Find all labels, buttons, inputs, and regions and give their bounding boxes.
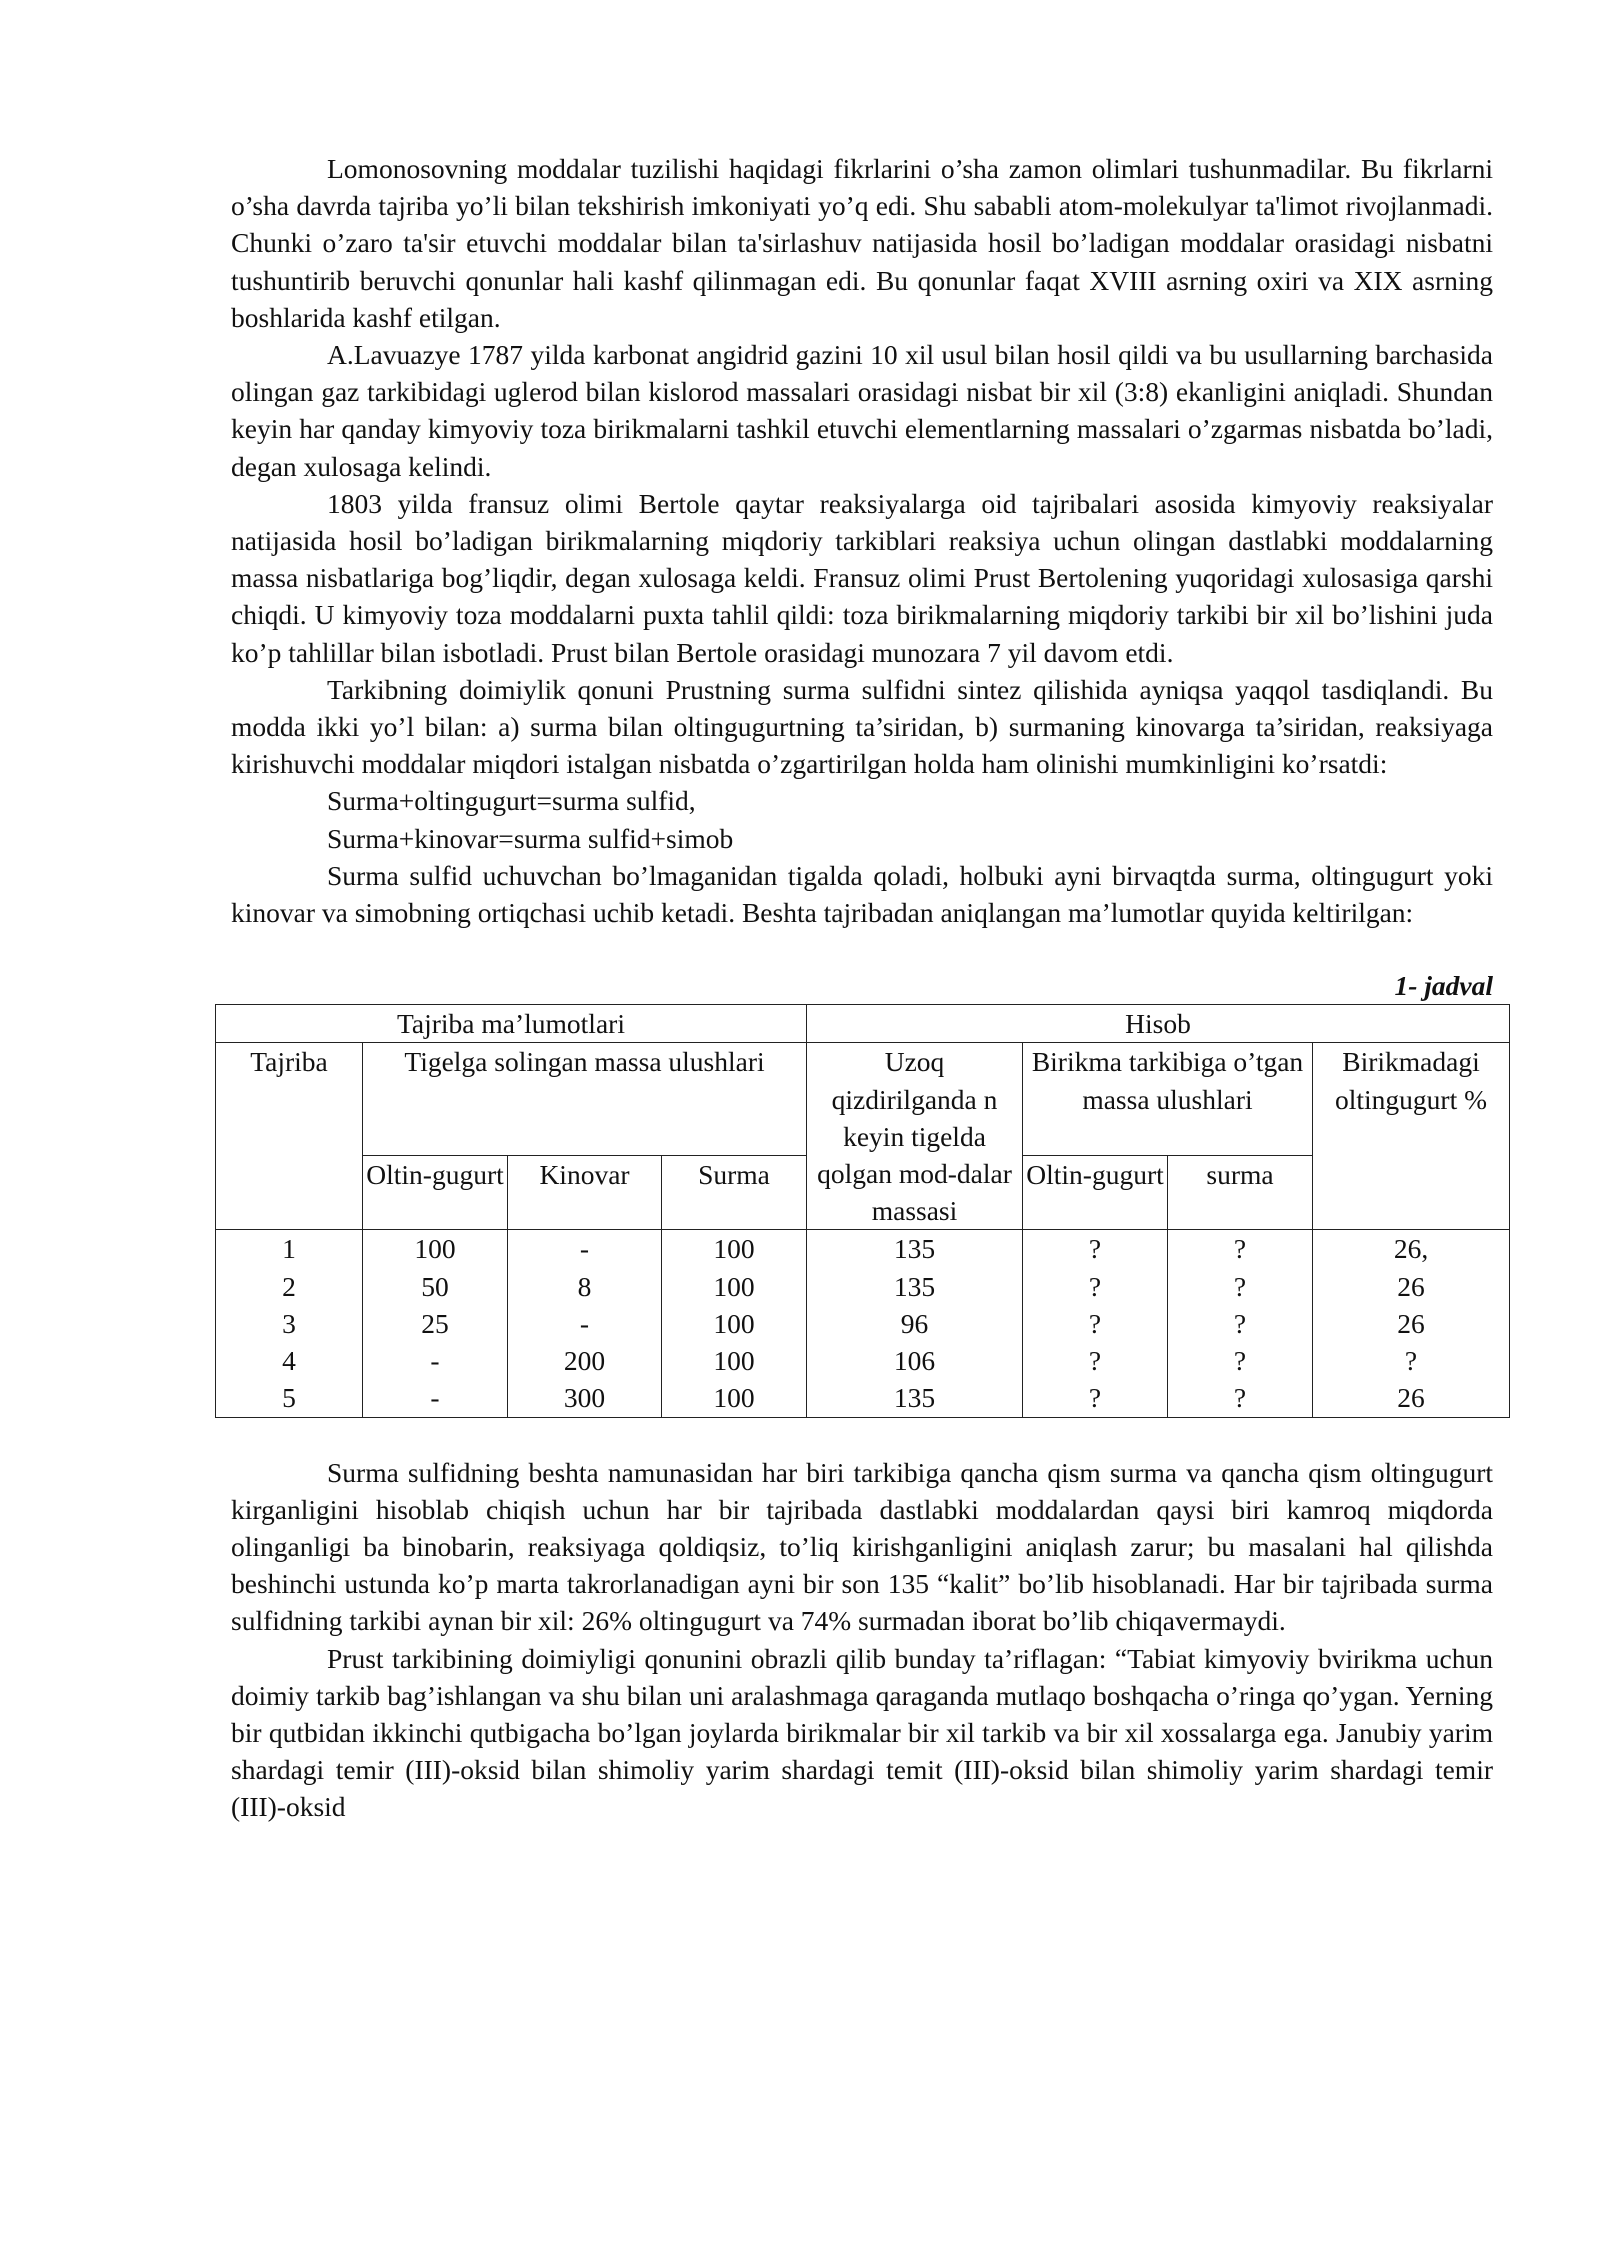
cell-sulfur: - [363,1342,508,1379]
equation-2: Surma+kinovar=surma sulfid+simob [327,822,734,854]
table-body [216,1230,1510,1417]
cell-composition-antimony: ? [1168,1230,1313,1268]
header-antimony: Surma [662,1156,807,1230]
cell-sulfur-percent: 26 [1313,1268,1510,1305]
cell-cinnabar: 8 [508,1268,662,1305]
cell-cinnabar: - [508,1230,662,1268]
cell-sulfur: 100 [363,1230,508,1268]
table-row [216,1268,1510,1305]
cell-composition-sulfur: ? [1023,1305,1168,1342]
paragraph-after-table: Surma sulfidning beshta namunasidan har biri tarkibiga qancha qism surma va qancha qism oltingugurt kirganligini hisoblab chiqish uchun har bir tajribada dastlabki moddalardan qaysi biri kamroq miqdorda olinganligi ba binobarin, reaksiyaga qoldiqsiz, to’liq kirishganligini aniqlash zarur; bu masalani hal qilishda beshinchi ustunda ko’p marta takrorlanadigan ayni bir son 135 “kalit” bo’lib hisoblanadi. Har bir tajribada surma sulfidning tarkibi aynan bir xil: 26% oltingugurt va 74% surmadan iborat bo’lib chiqavermaydi. [231,1456,1493,1637]
cell-experiment: 3 [216,1305,363,1342]
paragraph-prust-quote: Prust tarkibining doimiyligi qonunini obrazli qilib bunday ta’riflagan: “Tabiat kimyoviy bvirikma uchun doimiy tarkib bag’ishlangan va shu bilan uni aralashmaga qaraganda mutlaqo boshqacha o’ringa qo’ygan. Yerning bir qutbidan ikkinchi qutbigacha bo’lgan joylarda birikmalar bir xil tarkib va bir xil xossalarga ega. Janubiy yarim shardagi temir (III)-oksid bilan shimoliy yarim shardagi temit (III)-oksid bilan shimoliy yarim shardagi temir (III)-oksid [231,1642,1493,1823]
cell-sulfur: - [363,1379,508,1417]
cell-remaining-mass: 135 [807,1379,1023,1417]
header-composition-antimony: surma [1168,1156,1313,1230]
table-header-row-2 [216,1043,1510,1156]
header-calculation: Hisob [807,1005,1510,1043]
paragraph-before-table: Surma sulfid uchuvchan bo’lmaganidan tigalda qoladi, holbuki ayni birvaqtda surma, oltingugurt yoki kinovar va simobning ortiqchasi uchib ketadi. Beshta tajribadan aniqlangan ma’lumotlar quyida keltirilgan: [231,859,1493,929]
cell-antimony: 100 [662,1268,807,1305]
cell-composition-sulfur: ? [1023,1268,1168,1305]
cell-experiment: 5 [216,1379,363,1417]
table-caption: 1- jadval [1394,970,1493,1002]
header-experiment-number: Tajriba [216,1043,363,1230]
table-row [216,1305,1510,1342]
cell-sulfur-percent: 26, [1313,1230,1510,1268]
cell-cinnabar: 300 [508,1379,662,1417]
cell-remaining-mass: 96 [807,1305,1023,1342]
header-cinnabar: Kinovar [508,1156,662,1230]
paragraph-bertole: 1803 yilda fransuz olimi Bertole qaytar reaksiyalarga oid tajribalari asosida kimyoviy reaksiyalar natijasida hosil bo’ladigan birikmalarning miqdoriy tarkiblari reaksiya uchun olingan dastlabki moddalarning massa nisbatlariga bog’liqdir, degan xulosaga keldi. Fransuz olimi Prust Bertolening yuqoridagi xulosasiga qarshi chiqdi. U kimyoviy toza moddalarni puxta tahlil qildi: toza birikmalarning miqdoriy tarkibi bir xil bo’lishini juda ko’p tahlillar bilan isbotladi. Prust bilan Bertole orasidagi munozara 7 yil davom etdi. [231,487,1493,668]
cell-composition-antimony: ? [1168,1379,1313,1417]
cell-sulfur-percent: 26 [1313,1305,1510,1342]
table-row [216,1230,1510,1268]
cell-antimony: 100 [662,1379,807,1417]
cell-antimony: 100 [662,1342,807,1379]
header-crucible-masses: Tigelga solingan massa ulushlari [363,1043,807,1156]
cell-cinnabar: - [508,1305,662,1342]
document-body [231,150,1493,1826]
cell-cinnabar: 200 [508,1342,662,1379]
paragraph-lavuazye: A.Lavuazye 1787 yilda karbonat angidrid gazini 10 xil usul bilan hosil qildi va bu usullarning barchasida olingan gaz tarkibidagi uglerod bilan kislorod massalari orasidagi nisbat bir xil (3:8) ekanligini aniqladi. Shundan keyin har qanday kimyoviy toza birikmalarni tashkil etuvchi elementlarning massalari o’zgarmas nisbatda bo’ladi, degan xulosaga kelindi. [231,339,1493,482]
cell-composition-antimony: ? [1168,1268,1313,1305]
cell-composition-sulfur: ? [1023,1379,1168,1417]
header-experiment-data: Tajriba ma’lumotlari [216,1005,807,1043]
header-compound-composition: Birikma tarkibiga o’tgan massa ulushlari [1023,1043,1313,1156]
header-sulfur-percent: Birikmadagi oltingugurt % [1313,1043,1510,1230]
experiment-table [215,1004,1510,1417]
paragraph-lomonosov: Lomonosovning moddalar tuzilishi haqidagi fikrlarini o’sha zamon olimlari tushunmadilar. Bu fikrlarni o’sha davrda tajriba yo’li bilan tekshirish imkoniyati yo’q edi. Shu sababli atom-molekulyar ta'limot rivojlanmadi. Chunki o’zaro ta'sir etuvchi moddalar bilan ta'sirlashuv natijasida hosil bo’ladigan moddalar orasidagi nisbatni tushuntirib beruvchi qonunlar hali kashf qilinmagan edi. Bu qonunlar faqat XVIII asrning oxiri va XIX asrning boshlarida kashf etilgan. [231,153,1493,333]
paragraph-prust-synthesis: Tarkibning doimiylik qonuni Prustning surma sulfidni sintez qilishida ayniqsa yaqqol tasdiqlandi. Bu modda ikki yo’l bilan: a) surma bilan oltingugurtning ta’siridan, b) surmaning kinovarga ta’siridan, reaksiyaga kirishuvchi moddalar miqdori istalgan nisbatda o’zgartirilgan holda ham olinishi mumkinligini ko’rsatdi: [231,673,1493,780]
cell-composition-antimony: ? [1168,1342,1313,1379]
cell-composition-antimony: ? [1168,1305,1313,1342]
header-sulfur: Oltin-gugurt [363,1156,508,1230]
cell-sulfur-percent: ? [1313,1342,1510,1379]
cell-sulfur: 50 [363,1268,508,1305]
cell-composition-sulfur: ? [1023,1230,1168,1268]
cell-remaining-mass: 135 [807,1268,1023,1305]
cell-antimony: 100 [662,1305,807,1342]
header-remaining-mass: Uzoq qizdirilganda n keyin tigelda qolgan mod-dalar massasi [807,1043,1023,1230]
table-row [216,1379,1510,1417]
cell-composition-sulfur: ? [1023,1342,1168,1379]
cell-remaining-mass: 135 [807,1230,1023,1268]
cell-experiment: 2 [216,1268,363,1305]
cell-experiment: 4 [216,1342,363,1379]
equation-1: Surma+oltingugurt=surma sulfid, [327,785,696,817]
cell-experiment: 1 [216,1230,363,1268]
table-header-row-1 [216,1005,1510,1043]
cell-sulfur: 25 [363,1305,508,1342]
cell-remaining-mass: 106 [807,1342,1023,1379]
cell-sulfur-percent: 26 [1313,1379,1510,1417]
cell-antimony: 100 [662,1230,807,1268]
table-row [216,1342,1510,1379]
header-composition-sulfur: Oltin-gugurt [1023,1156,1168,1230]
